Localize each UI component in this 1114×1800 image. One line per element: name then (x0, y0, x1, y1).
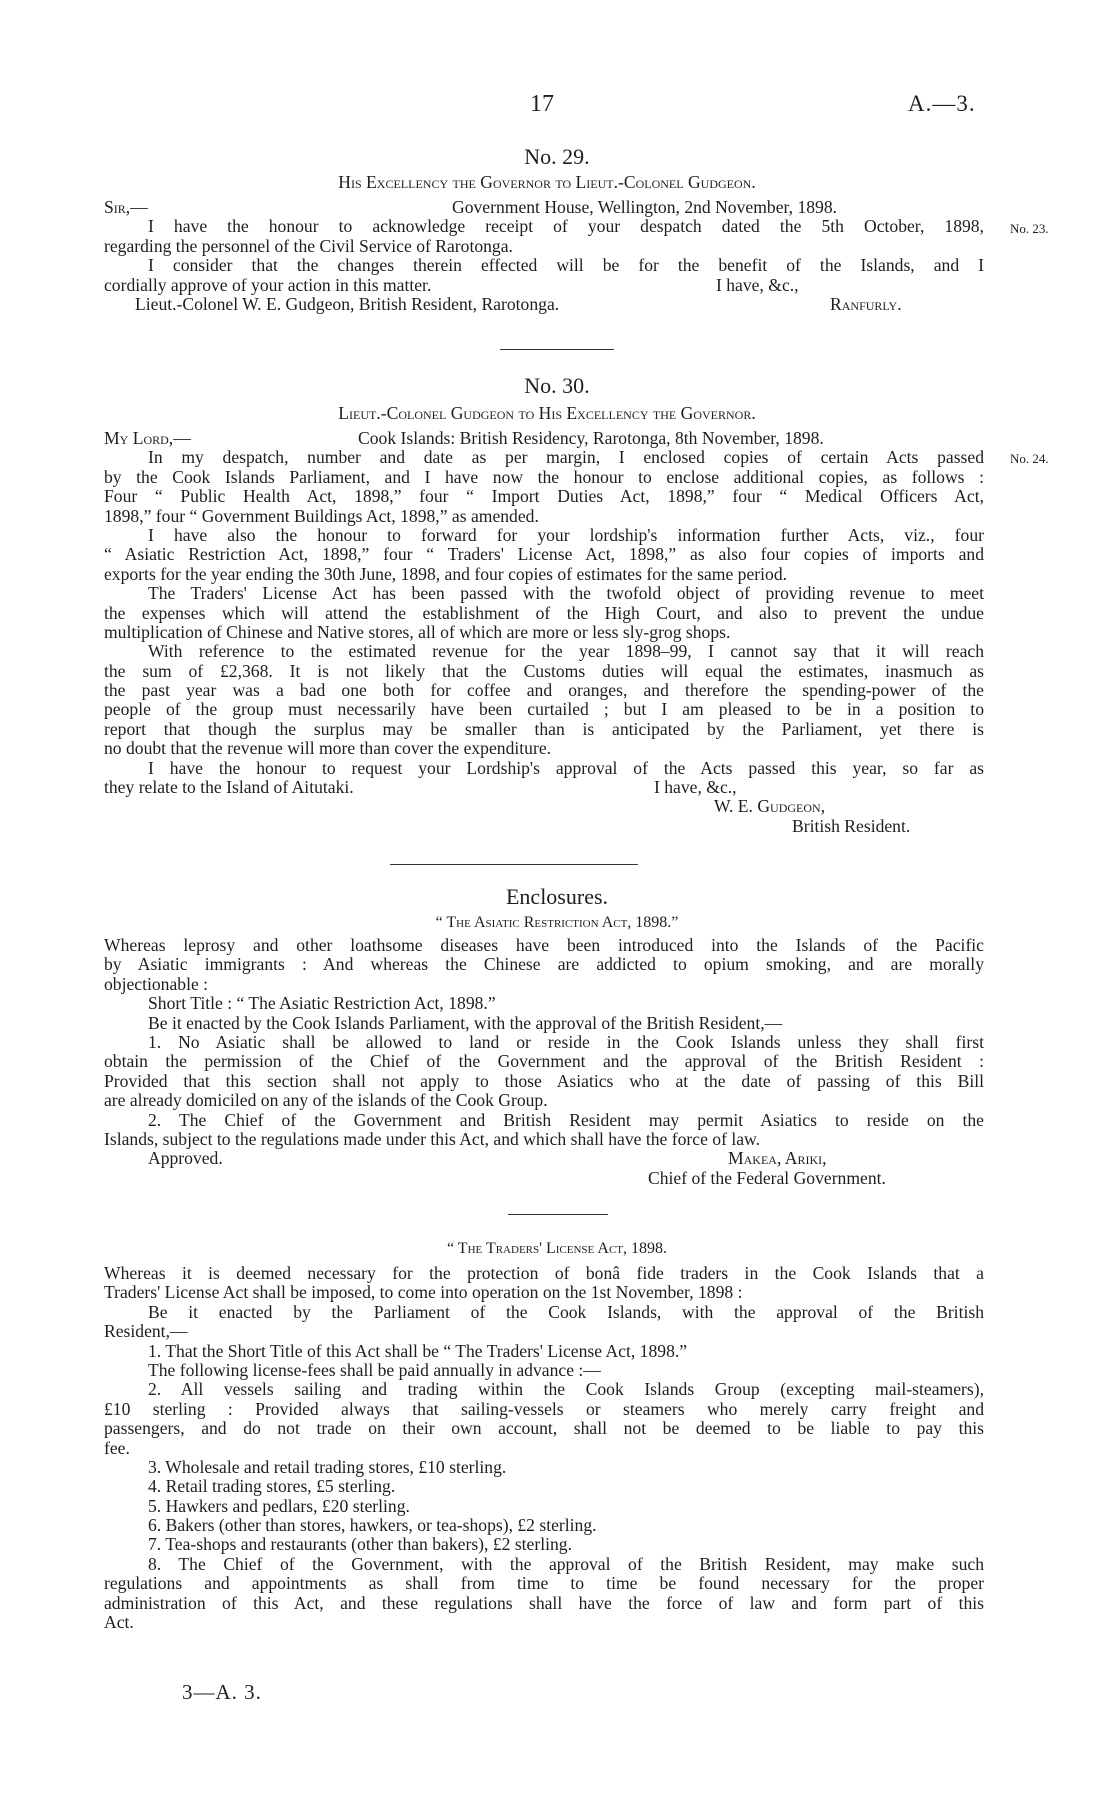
no30-line: exports for the year ending the 30th June, 1898, and four copies of estimates for the same period. (104, 563, 788, 584)
divider (390, 864, 638, 865)
no29-subtitle: His Excellency the Governor to Lieut.-Colonel Gudgeon. (338, 172, 756, 192)
no30-closing: I have, &c., (654, 777, 737, 798)
act2-line: Resident,— (104, 1321, 188, 1342)
no29-para1-line2: regarding the personnel of the Civil Service of Rarotonga. (104, 235, 513, 256)
no30-line: they relate to the Island of Aitutaki. (104, 777, 354, 798)
no29-signature: Ranfurly. (830, 293, 902, 314)
act2-line: 7. Tea-shops and restaurants (other than bakers), £2 sterling. (148, 1534, 572, 1555)
act2-line: 2. All vessels sailing and trading within the Cook Islands Group (excepting mail-steamers), (148, 1380, 984, 1400)
enclosures-heading: Enclosures. (505, 884, 609, 909)
page-number: 17 (530, 91, 554, 117)
footer-reference: 3—A. 3. (182, 1680, 262, 1704)
no30-address: Cook Islands: British Residency, Rarotonga, 8th November, 1898. (358, 428, 824, 448)
no29-addressee: Lieut.-Colonel W. E. Gudgeon, British Resident, Rarotonga. (135, 293, 560, 314)
act1-line: Islands, subject to the regulations made under this Act, and which shall have the force of law. (104, 1128, 760, 1149)
act1-line: Short Title : “ The Asiatic Restriction Act, 1898.” (148, 993, 496, 1014)
act2-line: Be it enacted by the Parliament of the Cook Islands, with the approval of the British (148, 1302, 984, 1322)
act2-line: administration of this Act, and these regulations shall have the force of law and form part of this (104, 1593, 984, 1613)
act2-line: 4. Retail trading stores, £5 sterling. (148, 1476, 396, 1497)
act2-line: Act. (104, 1612, 134, 1633)
no29-para1-line1: I have the honour to acknowledge receipt of your despatch dated the 5th October, 1898, (148, 217, 984, 237)
act2-line: The following license-fees shall be paid annually in advance :— (148, 1359, 601, 1380)
act2-line: Traders' License Act shall be imposed, to come into operation on the 1st November, 1898 : (104, 1282, 743, 1303)
act2-line: fee. (104, 1437, 130, 1458)
act2-title: “ The Traders' License Act, 1898. (446, 1240, 668, 1257)
act2-line: 1. That the Short Title of this Act shall be “ The Traders' License Act, 1898.” (148, 1340, 688, 1361)
act1-line: Whereas leprosy and other loathsome diseases have been introduced into the Islands of the Pacific (104, 936, 984, 955)
no29-para2-line1: I consider that the changes therein effected will be for the benefit of the Islands, and I (148, 256, 984, 276)
no29-salutation: Sir,— (104, 197, 148, 217)
divider (500, 349, 614, 350)
no30-body (104, 429, 984, 836)
act1-signature: Makea, Ariki, (728, 1148, 827, 1169)
act1-line: objectionable : (104, 973, 209, 994)
act2-body (104, 1264, 984, 1632)
no29-closing: I have, &c., (716, 274, 799, 295)
no30-line: In my despatch, number and date as per margin, I enclosed copies of certain Acts passed (148, 448, 984, 468)
act1-line: 2. The Chief of the Government and British Resident may permit Asiatics to reside on the (148, 1110, 984, 1130)
no30-line: the expenses which will attend the establishment of the High Court, and also to prevent the undue (104, 603, 984, 623)
no30-margin-note: No. 24. (1010, 451, 1049, 466)
no30-line: the sum of £2,368. It is not likely that the Customs duties will equal the estimates, inasmuch as (104, 661, 984, 681)
act1-title: “ The Asiatic Restriction Act, 1898.” (435, 914, 679, 931)
no30-line: I have also the honour to forward for your lordship's information further Acts, viz., four (148, 525, 984, 545)
act1-approved: Approved. (148, 1148, 223, 1169)
no30-subtitle: Lieut.-Colonel Gudgeon to His Excellency the Governor. (338, 403, 756, 423)
act2-line: 3. Wholesale and retail trading stores, £10 sterling. (148, 1456, 507, 1477)
act2-line: 6. Bakers (other than stores, hawkers, or tea-shops), £2 sterling. (148, 1515, 597, 1536)
act2-line: 5. Hawkers and pedlars, £20 sterling. (148, 1495, 410, 1516)
no29-address: Government House, Wellington, 2nd November, 1898. (452, 197, 838, 217)
no30-salutation: My Lord,— (104, 428, 191, 448)
act1-line: Be it enacted by the Cook Islands Parliament, with the approval of the British Resident,— (148, 1012, 783, 1033)
act1-line: Provided that this section shall not apply to those Asiatics who at the date of passing of this Bill (104, 1071, 984, 1091)
no30-line: by the Cook Islands Parliament, and I have now the honour to enclose additional copies, as follows : (104, 467, 984, 487)
no29-margin-note: No. 23. (1010, 221, 1049, 236)
no30-line: “ Asiatic Restriction Act, 1898,” four “ Traders' License Act, 1898,” as also four copies of imports and (104, 545, 984, 565)
act1-line: by Asiatic immigrants : And whereas the Chinese are addicted to opium smoking, and are morally (104, 955, 984, 975)
no30-line: people of the group must necessarily have been curtailed ; but I am pleased to be in a position to (104, 700, 984, 720)
act1-line: obtain the permission of the Chief of the Government and the approval of the British Resident : (104, 1052, 984, 1072)
no30-line: With reference to the estimated revenue for the year 1898–99, I cannot say that it will reach (148, 642, 984, 662)
act1-line: are already domiciled on any of the islands of the Cook Group. (104, 1090, 548, 1111)
no30-line: report that though the surplus may be smaller than is anticipated by the Parliament, yet there is (104, 719, 984, 739)
no30-line: multiplication of Chinese and Native stores, all of which are more or less sly-grog shops. (104, 621, 731, 642)
act1-signature-title: Chief of the Federal Government. (648, 1167, 886, 1188)
no30-signature-title: British Resident. (792, 815, 911, 836)
no29-para2-line2: cordially approve of your action in this matter. (104, 274, 432, 295)
act2-line: £10 sterling : Provided always that sailing-vessels or steamers who merely carry freight and (104, 1399, 984, 1419)
act1-line: 1. No Asiatic shall be allowed to land or reside in the Cook Islands unless they shall first (148, 1032, 984, 1052)
act1-body (104, 936, 984, 1188)
no30-line: the past year was a bad one both for coffee and oranges, and therefore the spending-power of the (104, 681, 984, 701)
act2-line: regulations and appointments as shall from time to time be found necessary for the proper (104, 1574, 984, 1594)
no30-line: Four “ Public Health Act, 1898,” four “ Import Duties Act, 1898,” four “ Medical Officers Act, (104, 487, 984, 507)
act2-line: 8. The Chief of the Government, with the approval of the British Resident, may make such (148, 1554, 984, 1574)
divider (508, 1214, 608, 1215)
no30-line: 1898,” four “ Government Buildings Act, 1898,” as amended. (104, 505, 539, 526)
no30-line: I have the honour to request your Lordship's approval of the Acts passed this year, so far as (148, 758, 984, 778)
no30-line: The Traders' License Act has been passed with the twofold object of providing revenue to meet (148, 584, 984, 604)
no30-title: No. 30. (524, 373, 590, 398)
act2-line: passengers, and do not trade on their own account, shall not be deemed to be liable to pay this (104, 1419, 984, 1439)
act2-line: Whereas it is deemed necessary for the protection of bonâ fide traders in the Cook Islands that a (104, 1264, 984, 1283)
no30-line: no doubt that the revenue will more than cover the expenditure. (104, 738, 552, 759)
page-reference: A.—3. (908, 91, 976, 116)
no29-body (104, 198, 984, 314)
no30-signature: W. E. Gudgeon, (714, 796, 826, 817)
no29-title: No. 29. (524, 144, 590, 169)
